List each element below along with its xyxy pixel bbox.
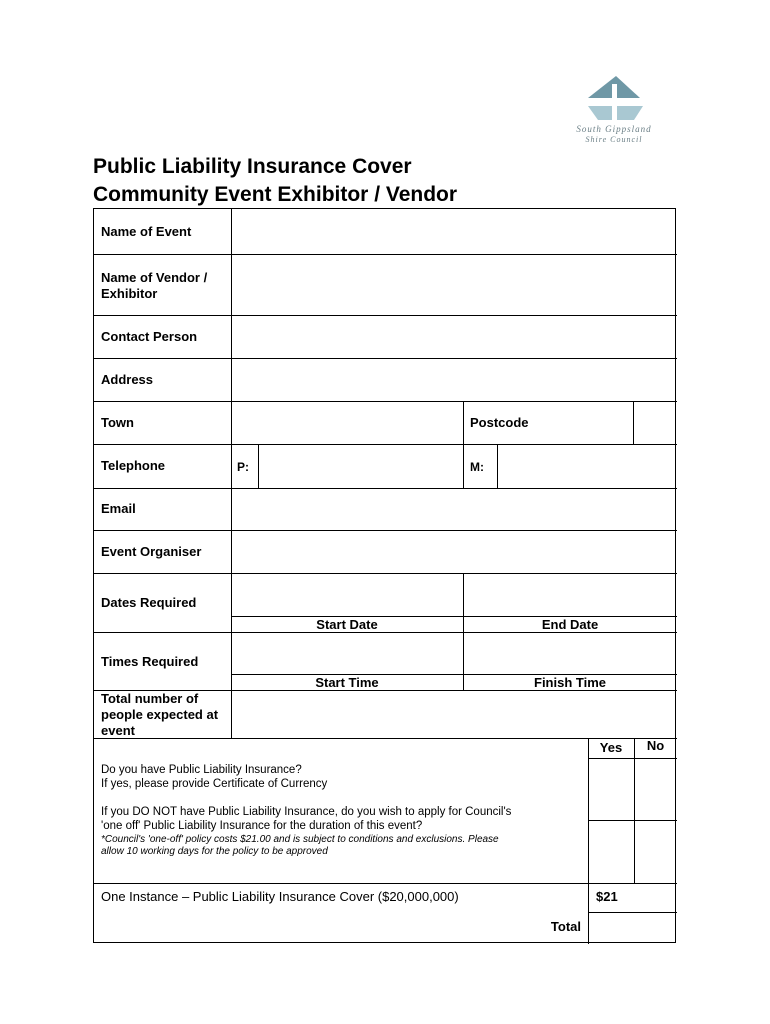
price-value: $21 xyxy=(596,889,618,904)
phone-p-label: P: xyxy=(237,460,249,474)
phone-m-label: M: xyxy=(470,460,484,474)
yes-column-header: Yes xyxy=(599,740,623,755)
no-column-header: No xyxy=(646,738,665,753)
question-2-line-2: 'one off' Public Liability Insurance for the duration of this event? xyxy=(101,820,423,832)
name-of-event-label: Name of Event xyxy=(101,224,192,239)
logo-line-2: Shire Council xyxy=(585,135,643,144)
end-date-caption: End Date xyxy=(541,617,599,632)
name-of-vendor-label: Name of Vendor / Exhibitor xyxy=(101,270,208,301)
page-title-line-1: Public Liability Insurance Cover xyxy=(93,155,412,178)
application-form xyxy=(93,208,676,943)
question-1-line-2: If yes, please provide Certificate of Currency xyxy=(101,778,328,790)
times-required-label: Times Required xyxy=(101,654,199,669)
one-instance-label: One Instance – Public Liability Insurance Cover ($20,000,000) xyxy=(101,889,459,904)
contact-person-label: Contact Person xyxy=(101,329,198,344)
question-2-line-1: If you DO NOT have Public Liability Insurance, do you wish to apply for Council's xyxy=(101,806,512,818)
finish-time-caption: Finish Time xyxy=(534,675,606,690)
email-label: Email xyxy=(101,501,136,516)
total-people-label: Total number of people expected at event xyxy=(101,691,219,738)
policy-note-line-2: allow 10 working days for the policy to be approved xyxy=(101,846,328,857)
event-organiser-label: Event Organiser xyxy=(101,544,202,559)
postcode-label: Postcode xyxy=(470,415,529,430)
dates-required-label: Dates Required xyxy=(101,595,197,610)
telephone-label: Telephone xyxy=(101,458,166,473)
start-date-caption: Start Date xyxy=(316,617,378,632)
start-time-caption: Start Time xyxy=(315,675,379,690)
page-title-line-2: Community Event Exhibitor / Vendor xyxy=(93,183,458,206)
logo-line-1: South Gippsland xyxy=(576,124,652,134)
total-label: Total xyxy=(550,919,581,934)
address-label: Address xyxy=(101,372,154,387)
policy-note-line-1: *Council's 'one-off' policy costs $21.00 and is subject to conditions and exclusions. Please xyxy=(101,834,499,845)
question-1-line-1: Do you have Public Liability Insurance? xyxy=(101,764,302,776)
town-label: Town xyxy=(101,415,134,430)
